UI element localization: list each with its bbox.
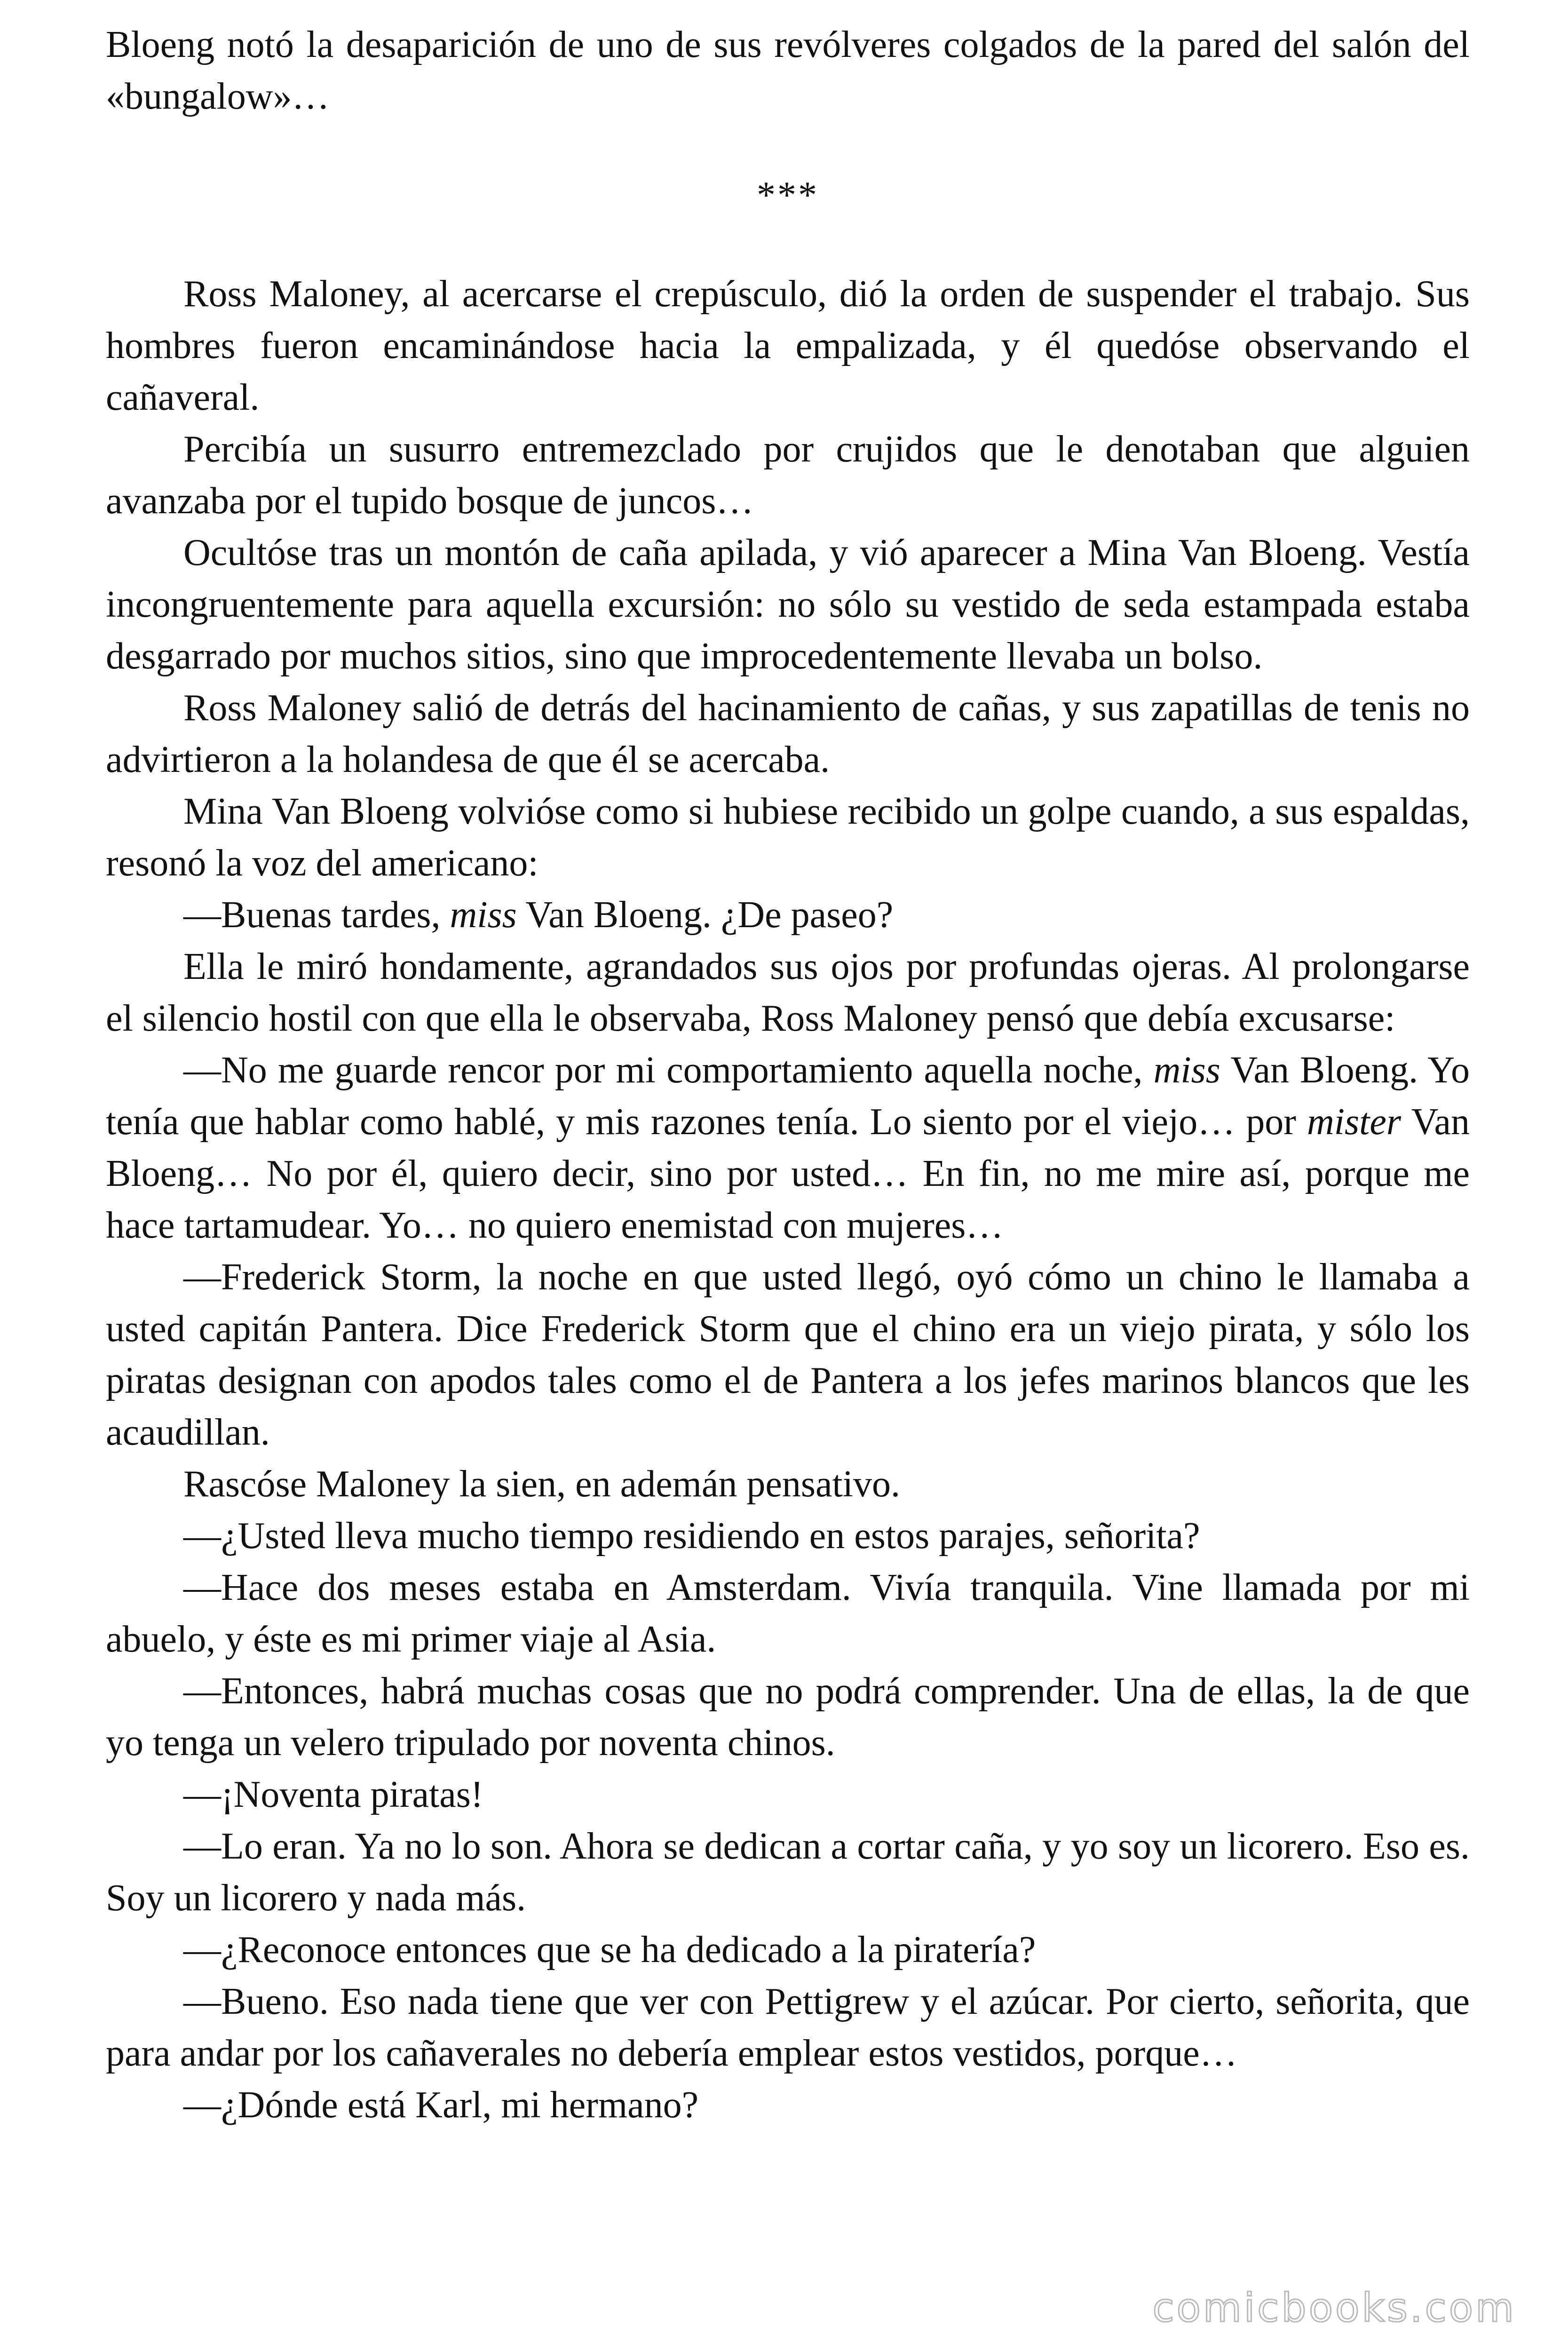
paragraph: Ocultóse tras un montón de caña apilada, y vió aparecer a Mina Van Bloeng. Vestía incongruentemente para aquella excursión: no sólo su vestido de seda estampada estaba desgarrado por muchos sitios, sino que improcedentemente llevaba un bolso.	[106, 532, 1470, 677]
dialogue-paragraph: —¡Noventa piratas!	[183, 1774, 483, 1815]
dialogue-paragraph: —Bueno. Eso nada tiene que ver con Pettigrew y el azúcar. Por cierto, señorita, que para andar por los cañaverales no debería emplear estos vestidos, porque…	[106, 1981, 1470, 2074]
watermark: comicbooks.com	[1152, 2285, 1516, 2331]
dialogue-paragraph: —No me guarde rencor por mi comportamiento aquella noche, miss Van Bloeng. Yo tenía que hablar como hablé, y mis razones tenía. Lo siento por el viejo… por mister Van Bloeng… No por él, quiero decir, sino por usted… En fin, no me mire así, porque me hace tartamudear. Yo… no quiero enemistad con mujeres…	[106, 1049, 1470, 1246]
paragraph-continuation: Bloeng notó la desaparición de uno de sus revólveres colgados de la pared del salón del «bungalow»…	[106, 24, 1470, 117]
dialogue-paragraph: —Hace dos meses estaba en Amsterdam. Vivía tranquila. Vine llamada por mi abuelo, y éste es mi primer viaje al Asia.	[106, 1567, 1470, 1660]
paragraph: Ross Maloney, al acercarse el crepúsculo, dió la orden de suspender el trabajo. Sus hombres fueron encaminándose hacia la empalizada, y él quedóse observando el cañaveral.	[106, 273, 1470, 418]
dialogue-paragraph: —Frederick Storm, la noche en que usted llegó, oyó cómo un chino le llamaba a usted capitán Pantera. Dice Frederick Storm que el chino era un viejo pirata, y sólo los piratas designan con apodos tales como el de Pantera a los jefes marinos blancos que les acaudillan.	[106, 1256, 1470, 1453]
dialogue-paragraph: —Entonces, habrá muchas cosas que no podrá comprender. Una de ellas, la de que yo tenga un velero tripulado por noventa chinos.	[106, 1670, 1470, 1764]
paragraph: Mina Van Bloeng volvióse como si hubiese recibido un golpe cuando, a sus espaldas, resonó la voz del americano:	[106, 791, 1470, 884]
dialogue-paragraph: —¿Reconoce entonces que se ha dedicado a la piratería?	[183, 1929, 1036, 1971]
paragraph: Ross Maloney salió de detrás del hacinamiento de cañas, y sus zapatillas de tenis no advirtieron a la holandesa de que él se acercaba.	[106, 687, 1470, 780]
paragraph: Ella le miró hondamente, agrandados sus ojos por profundas ojeras. Al prolongarse el silencio hostil con que ella le observaba, Ross Maloney pensó que debía excusarse:	[106, 946, 1470, 1039]
dialogue-paragraph: —¿Usted lleva mucho tiempo residiendo en estos parajes, señorita?	[183, 1515, 1200, 1557]
dialogue-paragraph: —Lo eran. Ya no lo son. Ahora se dedican a cortar caña, y yo soy un licorero. Eso es. Soy un licorero y nada más.	[106, 1826, 1470, 1919]
paragraph: Rascóse Maloney la sien, en ademán pensativo.	[183, 1463, 900, 1505]
paragraph: Percibía un susurro entremezclado por crujidos que le denotaban que alguien avanzaba por el tupido bosque de juncos…	[106, 429, 1470, 522]
dialogue-paragraph: —Buenas tardes, miss Van Bloeng. ¿De paseo?	[183, 894, 894, 936]
dialogue-paragraph: —¿Dónde está Karl, mi hermano?	[183, 2084, 699, 2126]
page-text	[106, 19, 1470, 2131]
section-separator: ***	[757, 175, 819, 216]
